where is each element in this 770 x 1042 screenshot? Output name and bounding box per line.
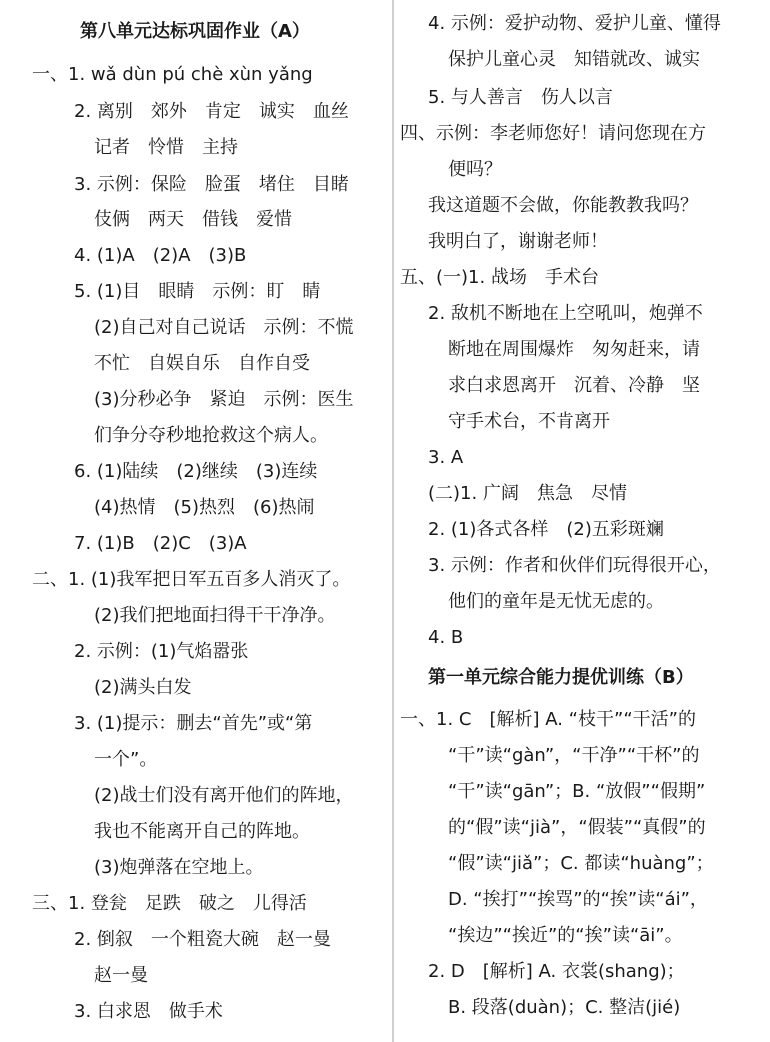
answer-line: 3. 示例：保险 脸蛋 堵住 目睹	[74, 174, 349, 195]
left-column	[28, 0, 388, 1042]
section-title-unit-1: 第一单元综合能力提优训练（B）	[428, 667, 694, 688]
answer-line: (3)分秒必争 紧迫 示例：医生	[94, 389, 354, 410]
answer-line: 一、1. C [解析] A. “枝干”“干活”的	[400, 709, 696, 730]
answer-line: 求白求恩离开 沉着、冷静 坚	[448, 375, 700, 396]
answer-line: 我这道题不会做，你能教教我吗？	[428, 195, 698, 216]
answer-line: 2. D [解析] A. 衣裳(shang)；	[428, 961, 685, 982]
answer-line: 一个”。	[94, 749, 158, 770]
answer-line: 6. (1)陆续 (2)继续 (3)连续	[74, 461, 318, 482]
answer-line: (2)满头白发	[94, 677, 192, 698]
answer-line: “干”读“gān”；B. “放假”“假期”	[448, 781, 706, 802]
answer-line: 保护儿童心灵 知错就改、诚实	[448, 49, 700, 70]
answer-line: (2)战士们没有离开他们的阵地，	[94, 785, 354, 806]
answer-line: 我明白了，谢谢老师！	[428, 231, 608, 252]
answer-line: 3. 示例：作者和伙伴们玩得很开心，	[428, 555, 721, 576]
answer-line: 的“假”读“jià”，“假装”“真假”的	[448, 817, 706, 838]
answer-line: 5. (1)目 眼睛 示例：盯 睛	[74, 281, 321, 302]
answer-line: 4. (1)A (2)A (3)B	[74, 245, 247, 266]
answer-line: 们争分夺秒地抢救这个病人。	[94, 425, 328, 446]
answer-line: 伎俩 两天 借钱 爱惜	[94, 209, 292, 230]
answer-line: D. “挨打”“挨骂”的“挨”读“ái”，	[448, 889, 708, 910]
answer-line: 2. (1)各式各样 (2)五彩斑斓	[428, 519, 664, 540]
answer-line: “挨边”“挨近”的“挨”读“āi”。	[448, 925, 683, 946]
answer-line: 记者 怜惜 主持	[94, 137, 238, 158]
answer-line: 3. 白求恩 做手术	[74, 1001, 223, 1022]
answer-line: 四、示例：李老师您好！请问您现在方	[400, 123, 706, 144]
answer-line: (4)热情 (5)热烈 (6)热闹	[94, 497, 315, 518]
answer-line: 2. 离别 郊外 肯定 诚实 血丝	[74, 101, 349, 122]
answer-line: 二、1. (1)我军把日军五百多人消灭了。	[32, 569, 351, 590]
right-column	[400, 0, 760, 1042]
column-divider	[392, 0, 394, 1042]
answer-line: 我也不能离开自己的阵地。	[94, 821, 310, 842]
answer-line: (2)我们把地面扫得干干净净。	[94, 605, 336, 626]
answer-line: 他们的童年是无忧无虑的。	[448, 591, 664, 612]
answer-line: 4. 示例：爱护动物、爱护儿童、懂得	[428, 13, 721, 34]
answer-line: (二)1. 广阔 焦急 尽情	[428, 483, 627, 504]
answer-line: 便吗？	[448, 159, 502, 180]
answer-line: 一、1. wǎ dùn pú chè xùn yǎng	[32, 64, 313, 85]
answer-line: 断地在周围爆炸 匆匆赶来，请	[448, 339, 700, 360]
answer-line: B. 段落(duàn)；C. 整洁(jié)	[448, 997, 681, 1018]
answer-line: “干”读“gàn”，“干净”“干杯”的	[448, 745, 700, 766]
answer-line: 2. 敌机不断地在上空吼叫，炮弹不	[428, 303, 703, 324]
section-title-unit-8: 第八单元达标巩固作业（A）	[80, 21, 310, 42]
answer-line: 7. (1)B (2)C (3)A	[74, 533, 247, 554]
answer-line: 4. B	[428, 627, 464, 648]
answer-line: (3)炮弹落在空地上。	[94, 857, 264, 878]
answer-line: 守手术台，不肯离开	[448, 411, 610, 432]
answer-line: 5. 与人善言 伤人以言	[428, 87, 613, 108]
answer-line: 3. A	[428, 447, 464, 468]
answer-line: 2. 倒叙 一个粗瓷大碗 赵一曼	[74, 929, 331, 950]
answer-line: 三、1. 登瓮 足跌 破之 儿得活	[32, 893, 307, 914]
answer-line: 不忙 自娱自乐 自作自受	[94, 353, 310, 374]
answer-line: 五、(一)1. 战场 手术台	[400, 267, 599, 288]
answer-line: 2. 示例：(1)气焰嚣张	[74, 641, 249, 662]
answer-line: (2)自己对自己说话 示例：不慌	[94, 317, 354, 338]
answer-line: “假”读“jiǎ”；C. 都读“huàng”；	[448, 853, 714, 874]
answer-line: 3. (1)提示：删去“首先”或“第	[74, 713, 313, 734]
answer-line: 赵一曼	[94, 965, 148, 986]
